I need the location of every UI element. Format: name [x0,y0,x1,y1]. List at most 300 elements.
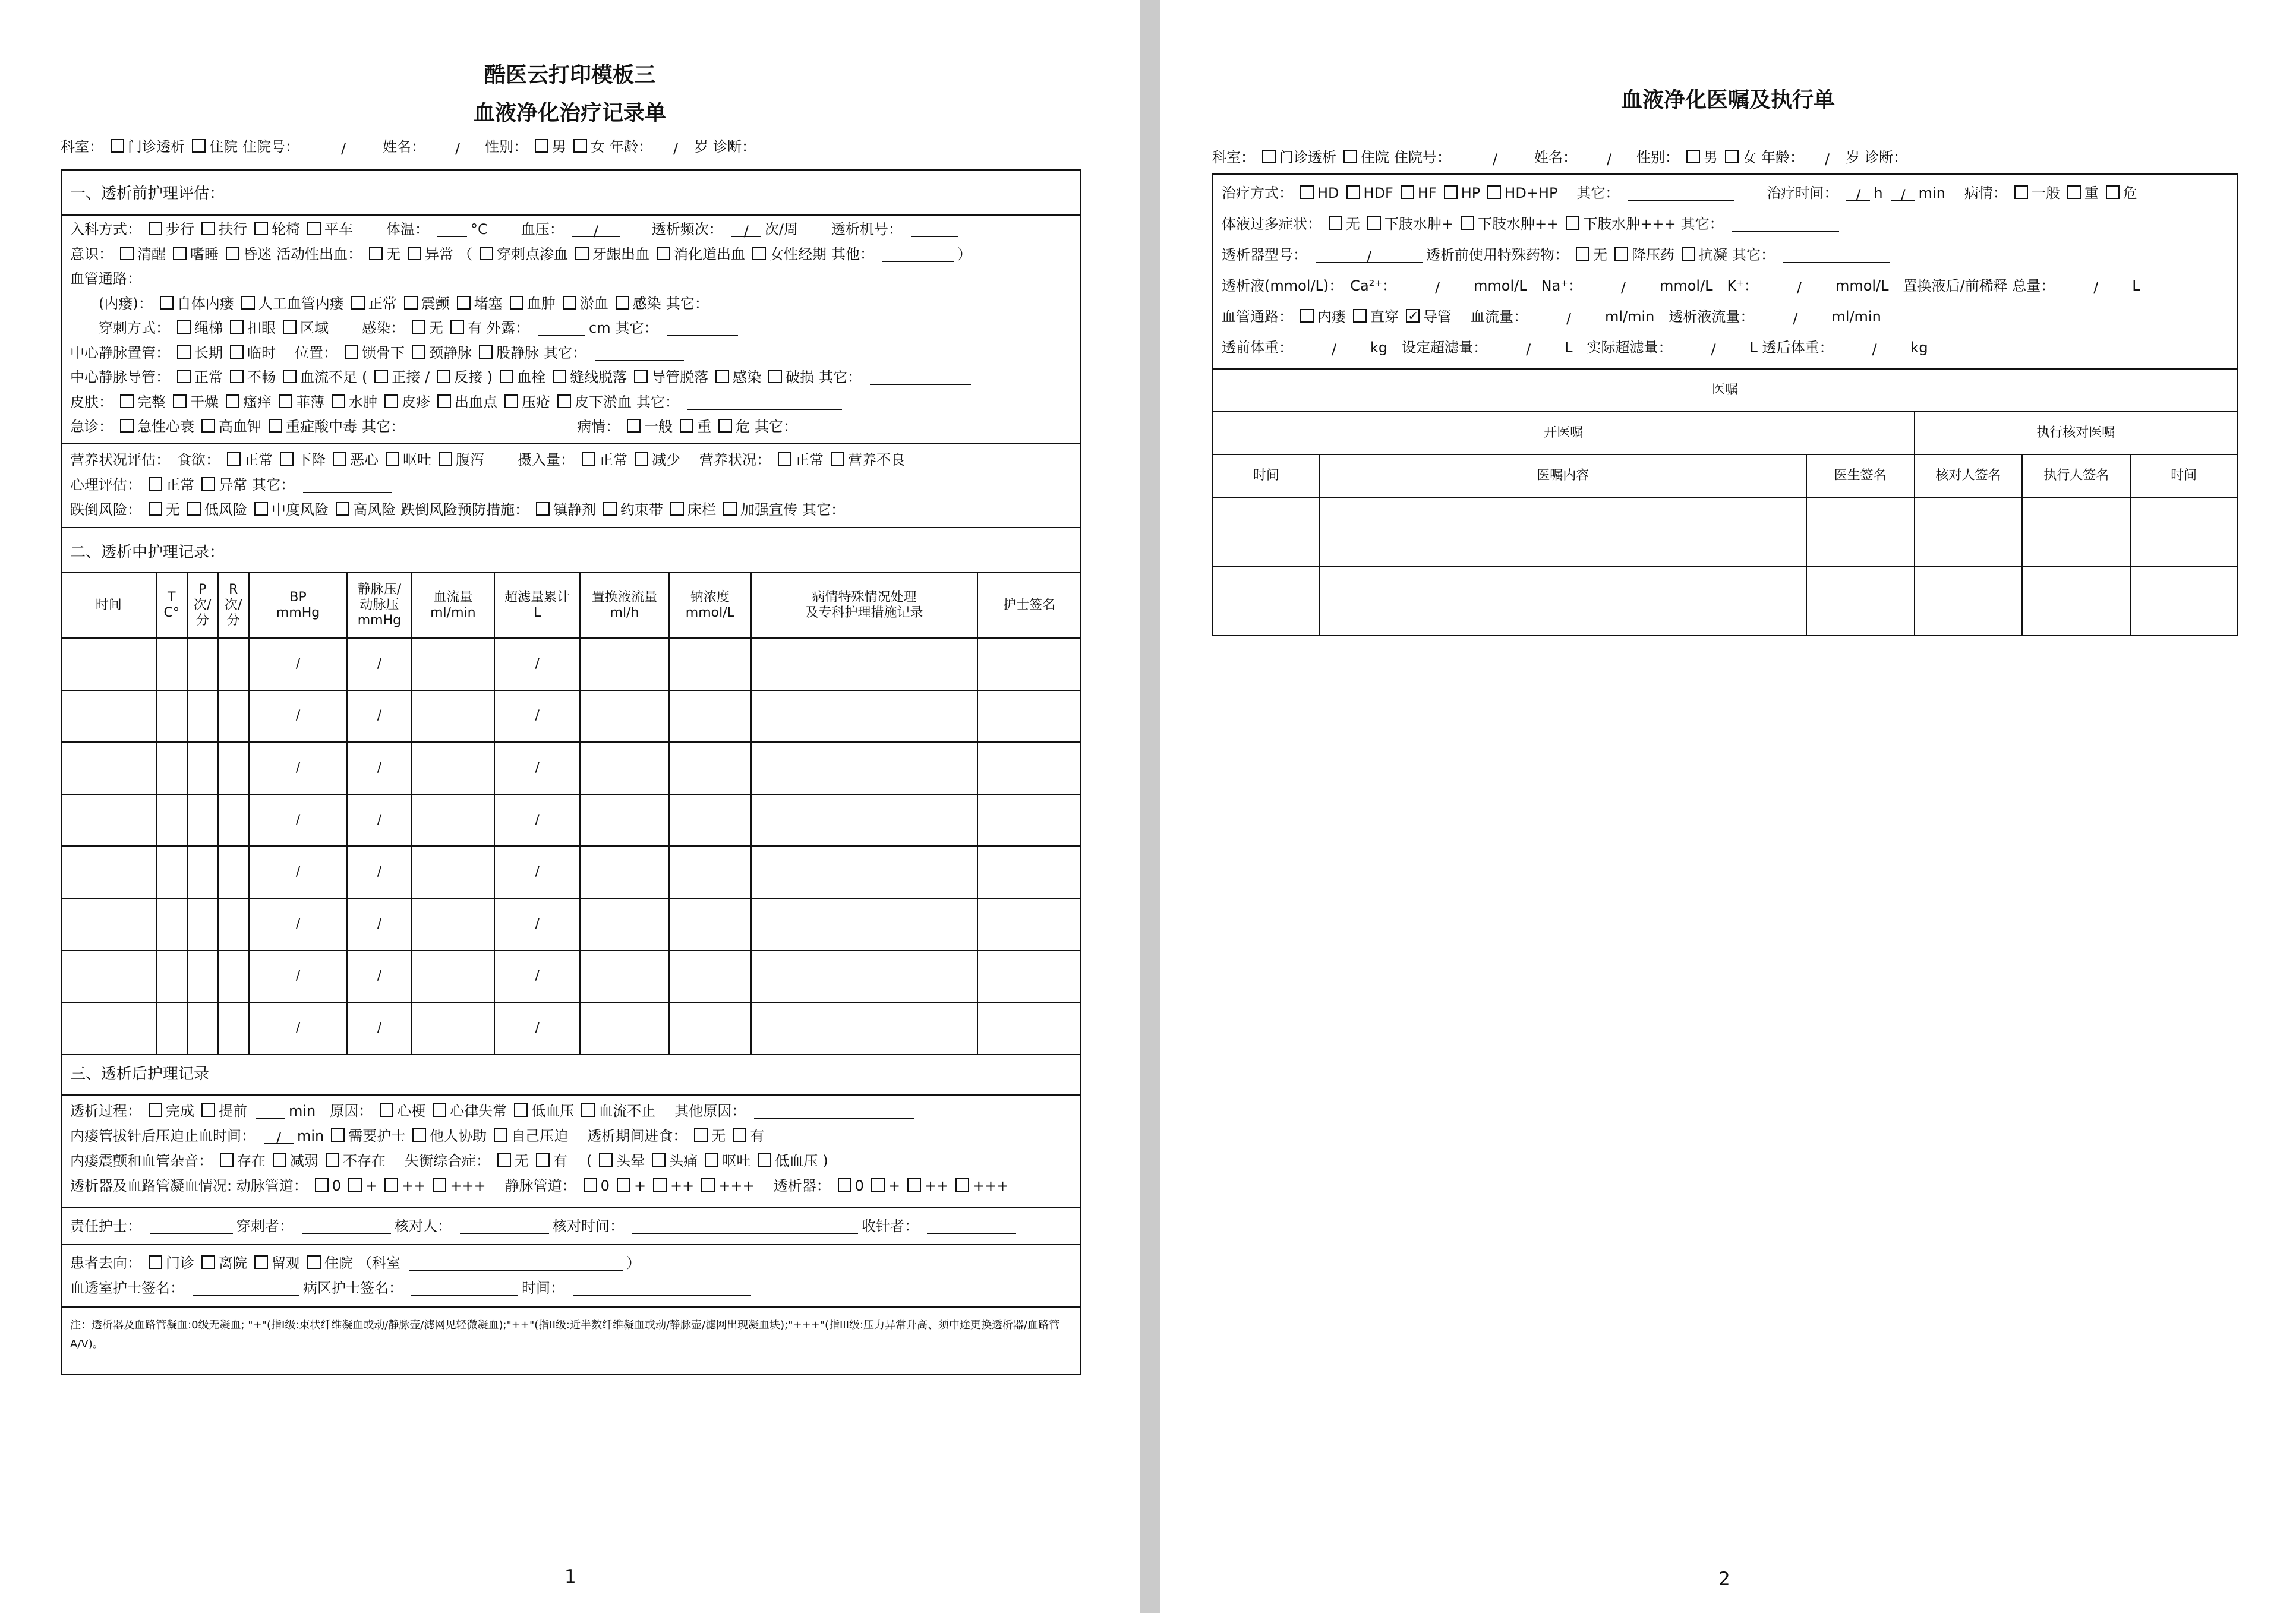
checkbox[interactable] [374,370,388,383]
blank-field[interactable] [1916,150,2106,165]
table-cell[interactable] [61,742,156,794]
checkbox[interactable] [160,296,174,310]
table-cell[interactable] [751,690,977,743]
table-cell[interactable] [218,1002,249,1055]
checkbox[interactable] [557,394,571,408]
table-cell[interactable] [1915,566,2023,635]
checkbox[interactable] [768,370,782,383]
table-cell[interactable] [156,898,187,951]
checkbox[interactable] [510,296,523,310]
table-cell[interactable] [187,898,218,951]
checkbox[interactable] [1346,185,1360,199]
table-cell[interactable] [218,742,249,794]
table-cell[interactable] [751,898,977,951]
blank-field[interactable] [409,1255,623,1271]
blank-field[interactable]: / [1681,340,1746,355]
blank-field[interactable]: / [1459,150,1531,165]
checkbox[interactable] [201,1255,215,1269]
table-cell[interactable] [61,951,156,1003]
blank-field[interactable] [927,1219,1016,1234]
checkbox[interactable] [479,345,493,359]
table-cell[interactable] [2022,497,2130,566]
table-cell[interactable] [1213,566,1320,635]
table-cell[interactable]: / [249,742,348,794]
table-cell[interactable] [977,794,1081,847]
checkbox[interactable] [1487,185,1501,199]
table-cell[interactable] [411,898,494,951]
checkbox[interactable] [177,370,191,383]
checkbox[interactable] [1444,185,1458,199]
checkbox[interactable] [111,139,124,153]
checkbox[interactable] [705,1153,718,1167]
table-cell[interactable] [61,690,156,743]
checkbox[interactable] [1566,216,1579,230]
table-cell[interactable] [411,742,494,794]
checkbox[interactable] [280,452,294,466]
checkbox[interactable] [384,1178,398,1192]
blank-field[interactable] [193,1280,299,1296]
checkbox[interactable] [307,1255,321,1269]
table-cell[interactable] [580,951,669,1003]
checkbox[interactable] [408,247,421,260]
blank-field[interactable]: / [1767,278,1832,293]
checkbox[interactable] [514,1103,528,1117]
checkbox[interactable] [535,139,548,153]
table-cell[interactable] [751,846,977,898]
checkbox[interactable] [230,320,244,334]
checkbox[interactable] [254,502,268,516]
table-cell[interactable] [2022,566,2130,635]
blank-field[interactable]: / [661,139,690,154]
blank-field[interactable] [806,419,954,434]
checkbox[interactable] [1300,185,1314,199]
checkbox[interactable] [504,394,518,408]
table-cell[interactable] [669,846,751,898]
table-cell[interactable] [751,1002,977,1055]
blank-field[interactable] [911,222,958,237]
checkbox[interactable] [201,419,215,433]
checkbox[interactable] [1343,150,1357,163]
checkbox[interactable] [254,222,268,235]
table-cell[interactable]: / [494,1002,580,1055]
table-cell[interactable] [1806,497,1915,566]
checkbox[interactable] [653,1178,667,1192]
table-cell[interactable]: / [249,846,348,898]
blank-field[interactable] [413,419,573,434]
blank-field[interactable]: / [1316,247,1423,263]
checkbox[interactable] [500,370,513,383]
form-line [70,343,687,362]
checkbox[interactable] [149,477,162,491]
checkbox[interactable] [603,502,617,516]
table-cell[interactable]: / [347,898,411,951]
table-cell[interactable] [751,951,977,1003]
blank-field[interactable] [687,394,842,410]
checkbox[interactable] [201,1103,215,1117]
table-cell[interactable] [218,794,249,847]
blank-field[interactable] [302,1219,391,1234]
table-cell[interactable] [2130,566,2237,635]
table-cell[interactable] [977,846,1081,898]
blank-field[interactable]: / [1891,185,1915,201]
table-cell[interactable] [580,690,669,743]
table-cell[interactable] [411,951,494,1003]
table-cell[interactable]: / [249,951,348,1003]
checkbox[interactable] [652,1153,666,1167]
blank-field[interactable]: / [1842,340,1907,355]
checkbox[interactable] [536,502,550,516]
table-cell[interactable] [977,638,1081,690]
table-cell[interactable] [977,690,1081,743]
checkbox[interactable] [1725,150,1739,163]
table-cell[interactable]: / [249,898,348,951]
table-cell[interactable] [411,1002,494,1055]
checkbox[interactable] [1353,309,1367,323]
checkbox[interactable] [694,1128,708,1142]
checkbox[interactable] [269,419,282,433]
blank-field[interactable] [460,1219,549,1234]
checkbox[interactable] [348,1178,362,1192]
checkbox[interactable] [718,419,732,433]
checkbox[interactable] [723,502,737,516]
checkbox[interactable] [450,320,464,334]
table-cell[interactable] [61,846,156,898]
table-cell[interactable] [156,690,187,743]
blank-field[interactable]: / [1846,185,1870,201]
table-cell[interactable]: / [347,794,411,847]
checkbox[interactable] [1576,247,1589,261]
table-cell[interactable] [751,742,977,794]
checkbox[interactable] [177,345,191,359]
table-cell[interactable] [669,742,751,794]
table-cell[interactable] [669,638,751,690]
table-cell[interactable]: / [347,1002,411,1055]
checkbox[interactable] [254,1255,268,1269]
checkbox[interactable] [351,296,365,310]
checkbox[interactable] [778,452,791,466]
table-cell[interactable] [1915,497,2023,566]
checkbox[interactable] [345,345,358,359]
checkbox[interactable] [955,1178,969,1192]
table-cell[interactable] [61,898,156,951]
blank-field[interactable]: / [434,139,481,154]
checkbox[interactable] [831,452,844,466]
checkbox[interactable] [616,296,629,310]
table-cell[interactable] [669,951,751,1003]
checkbox[interactable] [386,452,399,466]
checkbox[interactable] [412,345,425,359]
checkbox[interactable] [220,1153,234,1167]
blank-field[interactable]: / [1812,150,1842,165]
checkbox[interactable] [120,247,134,260]
blank-field[interactable] [764,139,954,154]
checkbox[interactable] [173,247,187,260]
blank-field[interactable] [573,1280,751,1296]
table-cell[interactable]: / [494,794,580,847]
checkbox[interactable] [670,502,684,516]
blank-field[interactable] [256,1103,285,1119]
checkbox[interactable] [283,370,297,383]
blank-field[interactable] [632,1219,858,1234]
blank-field[interactable]: / [1762,309,1828,324]
blank-field[interactable] [595,345,684,361]
checkbox[interactable] [336,502,349,516]
checkbox[interactable] [149,502,162,516]
checkbox[interactable] [192,139,206,153]
table-cell[interactable] [156,846,187,898]
blank-field[interactable]: / [1585,150,1633,165]
blank-field[interactable] [538,320,585,336]
table-cell[interactable] [218,898,249,951]
table-cell[interactable] [580,638,669,690]
checkbox[interactable] [715,370,729,383]
checkbox[interactable] [584,1178,597,1192]
table-cell[interactable] [61,1002,156,1055]
table-cell[interactable] [580,898,669,951]
table-cell[interactable] [580,1002,669,1055]
table-cell[interactable] [580,846,669,898]
blank-field[interactable] [667,320,738,336]
table-cell[interactable] [218,951,249,1003]
checkbox[interactable] [380,1103,393,1117]
blank-field[interactable]: / [1301,340,1367,355]
table-cell[interactable]: / [347,951,411,1003]
blank-field[interactable] [870,370,971,385]
checkbox[interactable] [201,222,215,235]
checkbox[interactable] [433,1178,446,1192]
table-cell[interactable]: / [494,898,580,951]
table-cell[interactable] [1213,497,1320,566]
checkbox[interactable] [273,1153,286,1167]
checkbox[interactable] [1329,216,1342,230]
table-cell[interactable] [61,638,156,690]
checkbox[interactable] [149,1255,162,1269]
table-cell[interactable] [411,794,494,847]
checkbox[interactable] [437,370,450,383]
checkbox[interactable] [331,1128,345,1142]
table-cell[interactable]: / [249,794,348,847]
table-cell[interactable] [187,638,218,690]
checkbox[interactable] [617,1178,630,1192]
table-cell[interactable]: / [347,846,411,898]
table-cell[interactable] [1320,566,1806,635]
checkbox[interactable] [332,394,345,408]
checkbox[interactable] [433,1103,446,1117]
checkbox[interactable] [226,394,239,408]
checkbox[interactable] [241,296,255,310]
checkbox[interactable] [2106,185,2120,199]
table-cell[interactable] [977,951,1081,1003]
table-cell[interactable] [977,898,1081,951]
checkbox[interactable] [1614,247,1628,261]
blank-field[interactable]: / [308,139,379,154]
checkbox[interactable] [1682,247,1695,261]
table-cell[interactable]: / [494,690,580,743]
checkbox[interactable] [439,452,452,466]
checkbox[interactable] [120,419,134,433]
checkbox[interactable] [627,419,641,433]
checkbox[interactable] [536,1153,550,1167]
checkbox[interactable] [871,1178,885,1192]
checkbox[interactable] [333,452,346,466]
checkbox[interactable] [412,320,425,334]
table-cell[interactable] [218,638,249,690]
table-cell[interactable] [580,794,669,847]
table-cell[interactable] [1806,566,1915,635]
table-cell[interactable] [411,846,494,898]
table-cell[interactable]: / [494,951,580,1003]
checkbox[interactable] [573,139,587,153]
table-cell[interactable] [218,690,249,743]
form-line [70,1253,645,1273]
table-cell[interactable]: / [249,690,348,743]
checkbox[interactable] [680,419,693,433]
checkbox[interactable] [635,452,648,466]
table-cell[interactable] [187,951,218,1003]
checkbox[interactable] [575,247,589,260]
blank-field[interactable] [853,502,960,517]
table-cell[interactable]: / [249,1002,348,1055]
table-cell[interactable] [669,794,751,847]
table-cell[interactable] [580,742,669,794]
checkbox[interactable] [201,477,215,491]
blank-field[interactable] [1732,216,1839,232]
blank-field[interactable] [1628,185,1734,201]
table-cell[interactable] [669,690,751,743]
checkbox[interactable] [1686,150,1700,163]
checkbox[interactable] [230,370,244,383]
table-cell[interactable] [2130,497,2237,566]
checkbox[interactable] [563,296,576,310]
checkbox[interactable] [657,247,670,260]
table-cell[interactable] [751,794,977,847]
checkbox[interactable] [307,222,321,235]
checkbox[interactable] [581,1103,595,1117]
checkbox[interactable] [149,222,162,235]
table-cell[interactable]: / [347,742,411,794]
table-cell[interactable]: / [347,690,411,743]
checkbox[interactable] [1401,185,1414,199]
checkbox[interactable] [1262,150,1276,163]
table-cell[interactable] [977,1002,1081,1055]
checkbox[interactable] [369,247,383,260]
checkbox[interactable] [230,345,244,359]
table-cell[interactable] [1320,497,1806,566]
table-cell[interactable]: / [249,638,348,690]
blank-field[interactable]: / [2063,278,2128,293]
checkbox[interactable] [497,1153,511,1167]
checkbox[interactable] [2067,185,2081,199]
table-cell[interactable] [187,1002,218,1055]
table-cell[interactable]: / [347,638,411,690]
table-cell[interactable]: / [494,846,580,898]
label: 时间： [522,1280,564,1296]
checkbox[interactable] [2014,185,2028,199]
checkbox[interactable] [634,370,648,383]
checkbox[interactable] [412,1128,426,1142]
checkbox[interactable] [553,370,566,383]
table-cell[interactable] [751,638,977,690]
checkbox[interactable] [701,1178,715,1192]
checkbox[interactable] [1406,309,1420,323]
blank-field[interactable] [411,1280,518,1296]
table-cell[interactable] [669,1002,751,1055]
checkbox[interactable] [177,320,191,334]
table-cell[interactable]: / [494,638,580,690]
checkbox[interactable] [226,247,239,260]
table-cell[interactable] [977,742,1081,794]
checkbox[interactable] [227,452,241,466]
blank-field[interactable] [437,222,467,237]
blank-field[interactable]: / [1536,309,1601,324]
table-cell[interactable] [156,1002,187,1055]
table-cell[interactable] [411,638,494,690]
table-cell[interactable] [669,898,751,951]
blank-field[interactable]: / [264,1128,294,1144]
table-cell[interactable] [61,794,156,847]
column-header: 时间 [61,573,156,638]
table-cell[interactable] [156,742,187,794]
checkbox[interactable] [283,320,297,334]
table-cell[interactable] [156,638,187,690]
checkbox[interactable] [494,1128,507,1142]
checkbox[interactable] [120,394,134,408]
checkbox[interactable] [733,1128,746,1142]
table-cell[interactable] [156,951,187,1003]
checkbox[interactable] [437,394,451,408]
checkbox[interactable] [599,1153,613,1167]
checkbox[interactable] [149,1103,162,1117]
checkbox[interactable] [907,1178,921,1192]
blank-field[interactable]: / [1496,340,1561,355]
checkbox[interactable] [404,296,418,310]
blank-field[interactable]: / [731,222,761,237]
checkbox[interactable] [582,452,595,466]
checkbox[interactable] [758,1153,771,1167]
checkbox[interactable] [1461,216,1474,230]
blank-field[interactable]: / [572,222,620,237]
checkbox[interactable] [457,296,471,310]
blank-field[interactable] [882,247,954,262]
checkbox[interactable] [187,502,201,516]
table-cell[interactable] [187,742,218,794]
checkbox[interactable] [480,247,493,260]
checkbox[interactable] [315,1178,329,1192]
checkbox[interactable] [279,394,292,408]
blank-field[interactable]: / [1591,278,1656,293]
blank-field[interactable] [754,1103,914,1119]
table-cell[interactable] [218,846,249,898]
table-cell[interactable] [187,794,218,847]
blank-field[interactable] [717,296,872,311]
checkbox[interactable] [752,247,766,260]
table-cell[interactable] [187,690,218,743]
blank-field[interactable] [303,477,392,493]
blank-field[interactable] [1783,247,1890,263]
checkbox[interactable] [326,1153,339,1167]
blank-field[interactable] [150,1219,233,1234]
table-cell[interactable]: / [494,742,580,794]
checkbox[interactable] [1300,309,1314,323]
table-cell[interactable] [187,846,218,898]
checkbox[interactable] [384,394,398,408]
checkbox[interactable] [173,394,187,408]
table-cell[interactable] [156,794,187,847]
table-cell[interactable] [411,690,494,743]
checkbox[interactable] [838,1178,851,1192]
blank-field[interactable]: / [1405,278,1470,293]
checkbox[interactable] [1367,216,1381,230]
